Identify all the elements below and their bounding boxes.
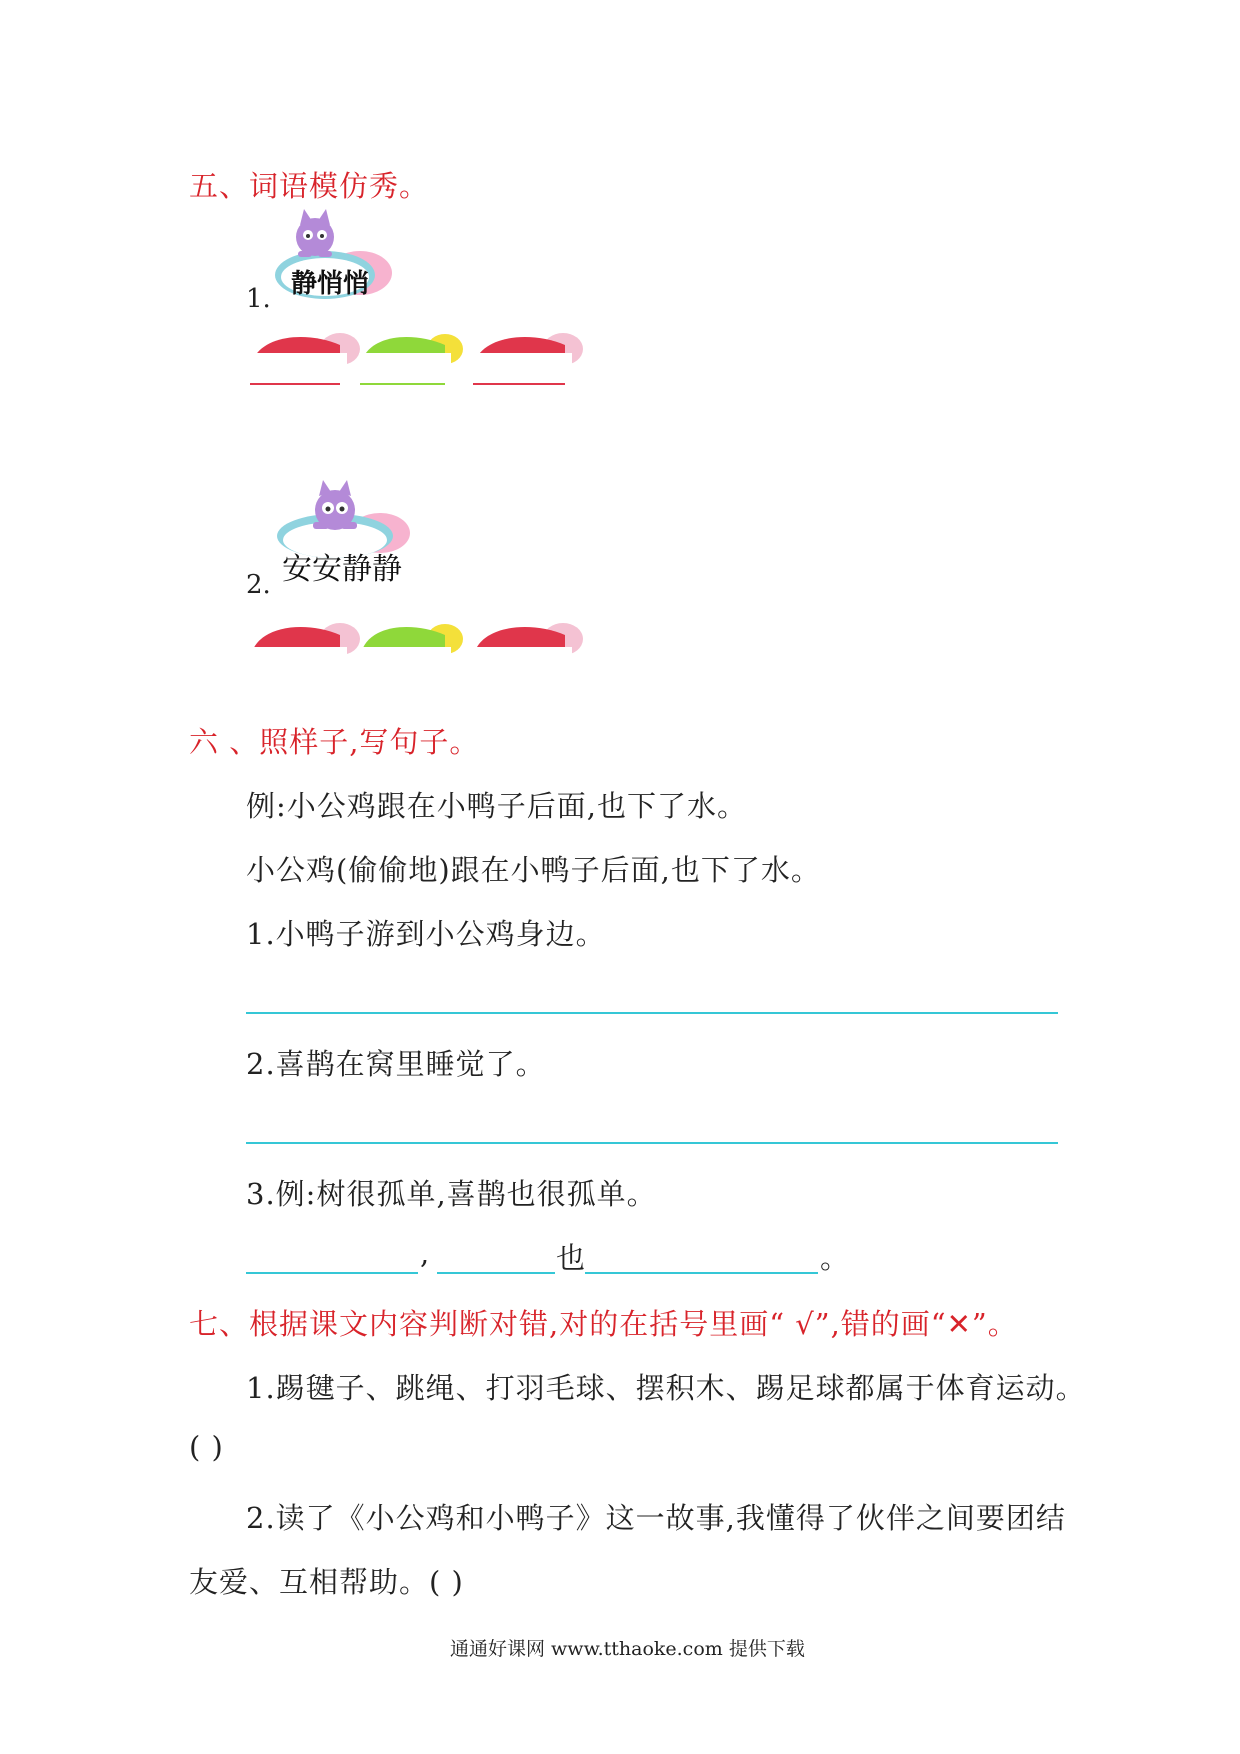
example-sentence: 例:小公鸡跟在小鸭子后面,也下了水。 — [246, 789, 747, 823]
blank-line[interactable] — [437, 1272, 555, 1274]
question-7-1: 1.踢毽子、跳绳、打羽毛球、摆积木、踢足球都属于体育运动。 — [246, 1371, 1086, 1405]
sample-word: 静悄悄 — [291, 269, 370, 299]
section-7-heading: 七、根据课文内容判断对错,对的在括号里画“ √”,错的画“✕”。 — [189, 1307, 1018, 1341]
question-6-1: 1.小鸭子游到小公鸡身边。 — [246, 917, 606, 951]
red-answer-bubble — [249, 623, 360, 677]
red-answer-bubble — [249, 333, 360, 385]
question-7-2: 2.读了《小公鸡和小鸭子》这一故事,我懂得了伙伴之间要团结 — [246, 1501, 1066, 1535]
answer-parentheses-1[interactable]: ( ) — [189, 1430, 224, 1464]
answer-bubbles-row-1[interactable] — [245, 325, 595, 395]
question-7-2-continued[interactable]: 友爱、互相帮助。( ) — [189, 1565, 464, 1599]
answer-line-6-1[interactable] — [246, 1012, 1058, 1014]
section-6-heading: 六 、照样子,写句子。 — [189, 725, 480, 759]
red-answer-bubble — [472, 333, 583, 385]
period: 。 — [820, 1241, 851, 1275]
green-answer-bubble — [359, 624, 463, 677]
green-answer-bubble — [359, 334, 463, 385]
sample-word: 安安静静 — [282, 552, 402, 587]
answer-bubbles-row-2[interactable] — [245, 615, 595, 685]
answer-line-6-2[interactable] — [246, 1142, 1058, 1144]
red-answer-bubble — [472, 623, 583, 677]
section-5-heading: 五、词语模仿秀。 — [189, 169, 430, 203]
comma: , — [420, 1236, 431, 1270]
question-number: 1. — [246, 284, 271, 314]
ye-character: 也 — [556, 1241, 587, 1275]
question-6-3: 3.例:树很孤单,喜鹊也很孤单。 — [246, 1177, 657, 1211]
blank-line[interactable] — [585, 1272, 818, 1274]
question-6-2: 2.喜鹊在窝里睡觉了。 — [246, 1047, 546, 1081]
footer-credit: 通通好课网 www.tthaoke.com 提供下载 — [450, 1638, 805, 1660]
question-number: 2. — [246, 570, 271, 600]
blank-line[interactable] — [246, 1272, 418, 1274]
example-answer: 小公鸡(偷偷地)跟在小鸭子后面,也下了水。 — [246, 853, 821, 887]
